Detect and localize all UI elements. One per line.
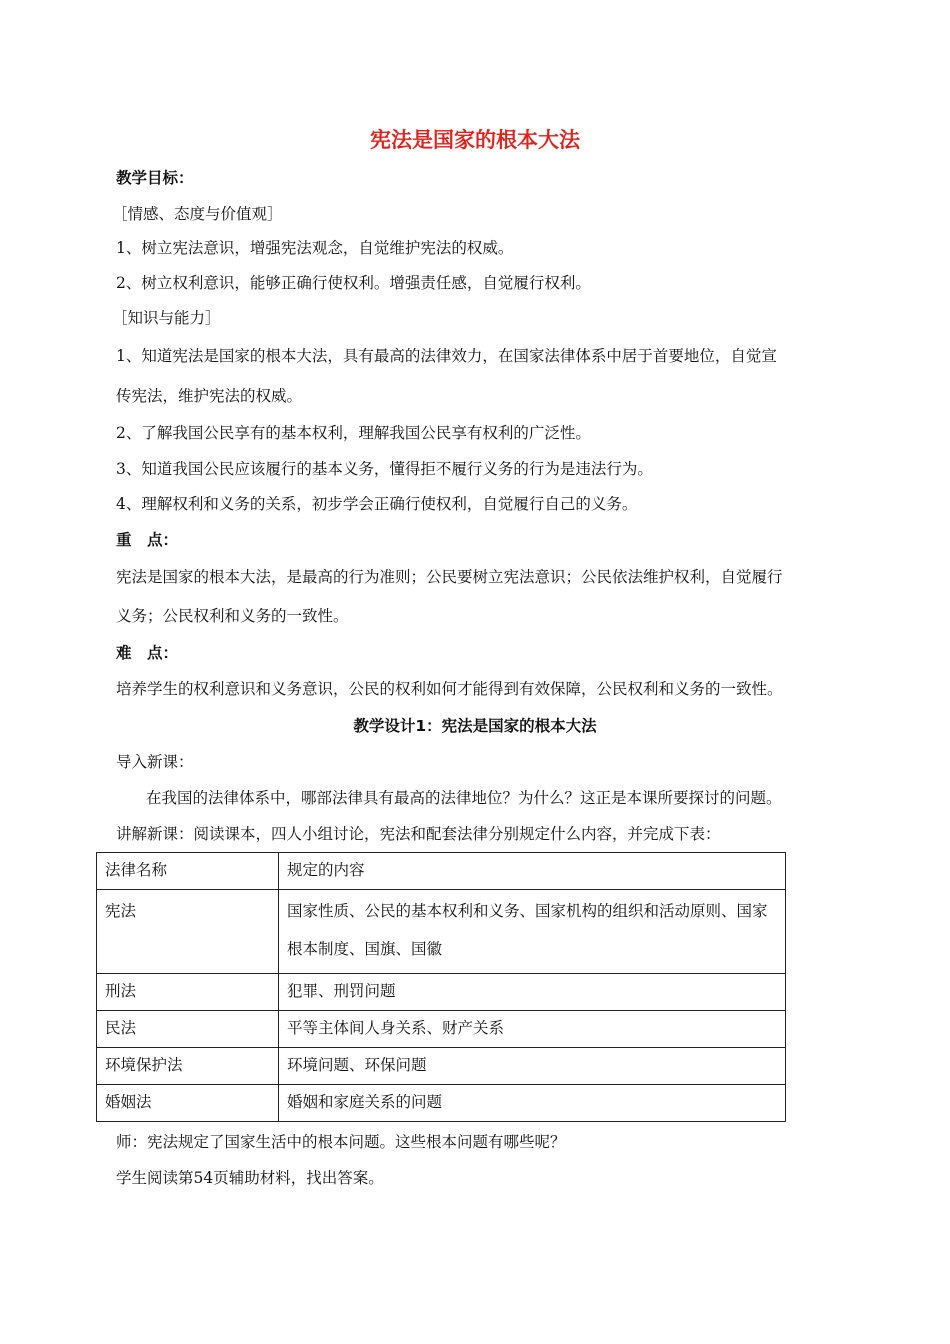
table-cell-content: 犯罪、刑罚问题 bbox=[279, 974, 786, 1011]
design-heading: 教学设计1：宪法是国家的根本大法 bbox=[353, 717, 597, 735]
lecture-text: 讲解新课：阅读课本，四人小组讨论，宪法和配套法律分别规定什么内容，并完成下表： bbox=[116, 825, 721, 843]
table-cell-law: 宪法 bbox=[97, 890, 279, 974]
table-row bbox=[97, 1085, 786, 1122]
table-row bbox=[97, 1011, 786, 1048]
difficult-points-text: 培养学生的权利意识和义务意识，公民的权利如何才能得到有效保障，公民权利和义务的一致性。 bbox=[116, 680, 783, 698]
document-title: 宪法是国家的根本大法 bbox=[370, 128, 580, 152]
table-header-row bbox=[97, 853, 786, 890]
table-row bbox=[97, 890, 786, 974]
emotion-heading: ［情感、态度与价值观］ bbox=[112, 205, 283, 223]
table-cell-law: 环境保护法 bbox=[97, 1048, 279, 1085]
key-points-text-cont: 义务；公民权利和义务的一致性。 bbox=[116, 607, 349, 625]
key-points-heading: 重 点： bbox=[116, 531, 179, 549]
knowledge-heading: ［知识与能力］ bbox=[112, 309, 221, 327]
objectives-heading: 教学目标： bbox=[116, 169, 194, 187]
intro-text: 在我国的法律体系中，哪部法律具有最高的法律地位？为什么？这正是本课所要探讨的问题。 bbox=[146, 789, 782, 807]
emotion-item-1: 1、树立宪法意识，增强宪法观念，自觉维护宪法的权威。 bbox=[116, 239, 514, 257]
table-cell-law: 婚姻法 bbox=[97, 1085, 279, 1122]
table-cell-content: 平等主体间人身关系、财产关系 bbox=[279, 1011, 786, 1048]
table-cell-law: 刑法 bbox=[97, 974, 279, 1011]
table-cell-content: 环境问题、环保问题 bbox=[279, 1048, 786, 1085]
key-points-text: 宪法是国家的根本大法，是最高的行为准则；公民要树立宪法意识；公民依法维护权利，自觉履行 bbox=[116, 568, 783, 586]
intro-label: 导入新课： bbox=[116, 753, 194, 771]
knowledge-item-1-cont: 传宪法，维护宪法的权威。 bbox=[116, 387, 303, 405]
table-header-cell: 法律名称 bbox=[97, 853, 279, 890]
knowledge-item-3: 3、知道我国公民应该履行的基本义务，懂得拒不履行义务的行为是违法行为。 bbox=[116, 460, 653, 478]
knowledge-item-4: 4、理解权利和义务的关系，初步学会正确行使权利，自觉履行自己的义务。 bbox=[116, 495, 638, 513]
table-row bbox=[97, 1048, 786, 1085]
difficult-points-heading: 难 点： bbox=[116, 644, 179, 662]
table-row bbox=[97, 974, 786, 1011]
table-cell-content: 婚姻和家庭关系的问题 bbox=[279, 1085, 786, 1122]
table-cell-law: 民法 bbox=[97, 1011, 279, 1048]
knowledge-item-2: 2、了解我国公民享有的基本权利，理解我国公民享有权利的广泛性。 bbox=[116, 424, 591, 442]
table-cell-content: 国家性质、公民的基本权利和义务、国家机构的组织和活动原则、国家根本制度、国旗、国徽 bbox=[279, 890, 786, 974]
table-header-cell: 规定的内容 bbox=[279, 853, 786, 890]
teacher-question: 师：宪法规定了国家生活中的根本问题。这些根本问题有哪些呢？ bbox=[116, 1133, 566, 1151]
emotion-item-2: 2、树立权利意识，能够正确行使权利。增强责任感，自觉履行权利。 bbox=[116, 274, 591, 292]
student-task: 学生阅读第54页辅助材料，找出答案。 bbox=[116, 1169, 384, 1187]
knowledge-item-1: 1、知道宪法是国家的根本大法，具有最高的法律效力，在国家法律体系中居于首要地位，自觉宣 bbox=[116, 347, 777, 365]
law-table bbox=[96, 852, 786, 1122]
